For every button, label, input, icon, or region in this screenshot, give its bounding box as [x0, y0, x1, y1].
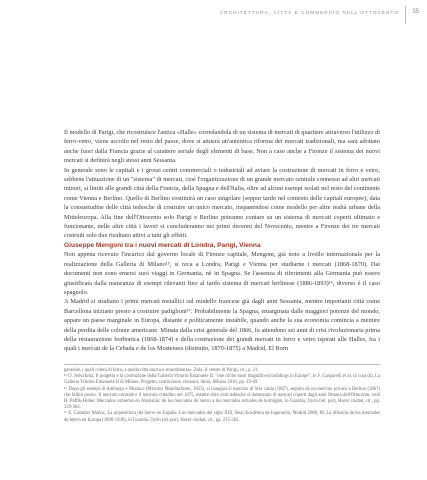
main-text — [64, 128, 380, 354]
footnotes — [64, 364, 380, 424]
header-divider — [405, 6, 406, 24]
paragraph-3: Non appena ricevuto l'incarico dal governo locale di Firenze capitale, Mengoni, già noto a livello internazionale per la realizzazione della Galleria di Milano¹⁵, si reca a Londra, Parigi e Vienna per studiarne i mercati (1868-1870). Dai documenti non sono emersi suoi viaggi in Germania, né in Spagna. Se l'assenza di riferimenti alla Germania può essere giustificata dalla mancanza di esempi rilevanti fino al tardo sistema di mercati berlinese (1886-1893)¹⁶, diverso è il caso spagnolo. — [64, 251, 380, 296]
footnote-16: ¹⁶ Dopo gli esempi di Amburgo e Monaco (Mercato Mondnufnsen, 1853), si inaugura il mercato di Stra carda (1867), seguito da un mercato privato a Berlino (1867) che fallirà presto. Il mercato centrale e il mercato cittadino nel 1875, mentre altre città tedesche si dotteranno di mercati coperti dagli anni Ottanta dell'Ottocento, vedi H. Paffik-Huber, Mercados cubiertos en Alemania: de los mercados de hierro a los mercados actuales de hormigón, in Guardia, Oyón (ed. por), Hacer ciudad, cit., pp. 329-364. — [64, 386, 380, 411]
paragraph-1: Il modello di Parigi, che ricostruisce l'antica «Halle» corredandola di un sistema di mercati di quartiere attraverso l'utilizzo di ferro-vetro, viene accolto nel resto del paese, dove si attuerà un'autentica riforma dei mercati tradizionali, ma sarà adottato anche fuori dalla Francia grazie al carattere seriale degli elementi di base. Non a caso anche a Firenze il sistema dei nuovi mercati si definirà negli stessi anni Sessanta. — [64, 129, 380, 165]
running-head: ARCHITETTURA, CITTÀ E COMMERCIO NELL'OTTOCENTO — [220, 10, 399, 15]
footnote-15: ¹⁵ O. Selvafolta, Il progetto e la costruzione della Galleria Vittorio Emanuele II: "one of the most magnificent buildings in Europe", in F. Gasparelli et al. (a cura di), La Galleria Vittorio Emanuele II di Milano. Progetto, costruzione, restauro, Skira, Milano 2016, pp. 19-49. — [64, 374, 380, 386]
paragraph-2: In generale sono le capitali e i grossi centri commerciali o industriali ad aviare la costruzione di mercati in ferro e vetro, sebbene l'attuazione di un "sistema" di mercati, cioè l'organizzazione di un grande mercato centrale connesso ad altri mercati minori, si limiti alle grandi città della Francia, della Spagna e dell'Italia, oltre ad alcuni esempi isolati nel resto del continente come Vienna e Berlino. Quello di Berlino costituirà un caso singolare (seppur tardo nel contesto delle capitali europee), data la consuetudine delle città tedesche di costruire un unico mercato, inspanendosi come modello per altre realtà urbane della Mitteleuropa. Alla fine dell'Ottocento solo Parigi e Berlino potranno contare su un sistema di mercati coperti ultimato e funzionante, nelle altre città i lavori si concluderanno nei primi decenni del Novecento, mentre a Firenze dei tre mercati costruiti solo due risultano attivi a tutti gli effetti. — [64, 166, 380, 240]
section-heading: Giuseppe Mengoni tra i nuovi mercati di Londra, Parigi, Vienna — [64, 241, 261, 249]
page-header — [0, 0, 427, 28]
footnote-continued: generale, i quali coloni di ferro, a quella città nuova e straordinaria». Zola, Il ventre di Parigi, cit., p. 21. — [64, 368, 259, 373]
page-number: 35 — [412, 9, 419, 15]
paragraph-4: A Madrid si studiano i primi mercati metallici sul modello francese già dagli anni Sessanta, mentre importanti città come Barcellona iniziano presto a costruire padiglioni¹⁷. Probabilmente la Spagna, emarginata dalle maggiori potenze del mondo, appare un paese marginale in Europa, distante e politicamente instabile, quando anche la sua economia comincia a mentire della perdita delle colonie americane. Minata dalla crisi generale del 1866, fu attendono sei anni di crisi rivoluzionaria prima della restaurazione borbonica (1868-1874) e della costruzione dei grandi mercati in ferro e vetro ispirati alle Halles, fra i quali i mercati de la Cebada e de los Mostenses (distrutto, 1870-1875) a Madrid, El Born — [64, 298, 380, 353]
footnote-17: ¹⁷ E. Castañer Muñoz, La arquitectura del hierro en España. Los mercados del siglo XIX, Real Academia de Ingeniería, Madrid 2006; M. La difusión de los mercados de hierro en Europa (1800-1936), in Guardia, Oyón (ed. por), Hacer ciudad, cit., pp. 215-262. — [64, 411, 380, 423]
